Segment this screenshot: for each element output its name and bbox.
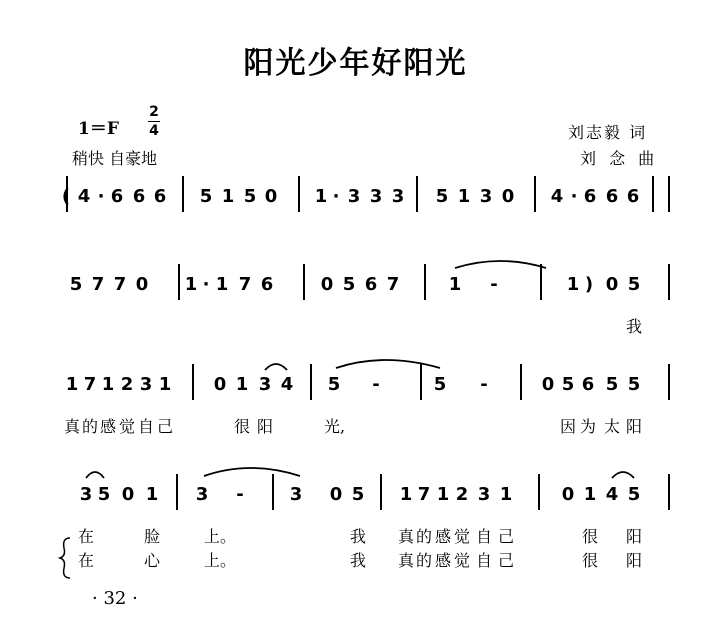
time-bottom: 4	[149, 123, 159, 139]
note: -	[236, 484, 244, 505]
note: 6	[260, 274, 274, 295]
lyric: 感	[99, 417, 116, 436]
note: 6	[583, 186, 597, 207]
note: 7	[386, 274, 400, 295]
note: -	[490, 274, 498, 295]
note: 5	[97, 484, 111, 505]
note: 6	[581, 374, 595, 395]
key-text: 1＝F	[78, 119, 119, 139]
note: 5	[351, 484, 365, 505]
lyric: 的	[415, 551, 432, 570]
note: 0	[329, 484, 343, 505]
note: 1	[101, 374, 115, 395]
note: -	[480, 374, 488, 395]
note: 3	[289, 484, 303, 505]
note: 0	[213, 374, 227, 395]
note: 0	[561, 484, 575, 505]
note: ·	[97, 186, 105, 207]
note: 1	[65, 374, 79, 395]
note: 0	[135, 274, 149, 295]
note: 3	[195, 484, 209, 505]
lyric: 己	[497, 551, 514, 570]
lyric: 上。	[204, 527, 237, 546]
lyric: 很	[581, 527, 598, 546]
lyric: 太	[603, 417, 620, 436]
tie-arc	[336, 360, 440, 368]
note: 7	[83, 374, 97, 395]
note: 2	[120, 374, 134, 395]
note: 1	[158, 374, 172, 395]
note: 3	[258, 374, 272, 395]
note: 3	[347, 186, 361, 207]
note: 7	[238, 274, 252, 295]
note: 5	[199, 186, 213, 207]
lyric: 自	[475, 551, 492, 570]
note: 7	[417, 484, 431, 505]
lyric: 的	[415, 527, 432, 546]
note: 1	[184, 274, 198, 295]
note: 5	[327, 374, 341, 395]
note: 5	[561, 374, 575, 395]
slur-arc	[612, 472, 634, 478]
lyric: 在	[77, 551, 94, 570]
tempo-marking: 稍快 自豪地	[72, 149, 158, 168]
note: 1	[145, 484, 159, 505]
note: 5	[243, 186, 257, 207]
note: 1	[221, 186, 235, 207]
note: 5	[627, 374, 641, 395]
note: 1	[399, 484, 413, 505]
note: 5	[605, 374, 619, 395]
note: 0	[320, 274, 334, 295]
note: 7	[91, 274, 105, 295]
note: ·	[202, 274, 210, 295]
lyric: 阳	[625, 417, 642, 436]
note: 6	[110, 186, 124, 207]
note: 0	[264, 186, 278, 207]
note: 6	[364, 274, 378, 295]
note: 3	[479, 186, 493, 207]
lyric: 很	[581, 551, 598, 570]
lyric: 为	[579, 417, 596, 436]
note: 1	[457, 186, 471, 207]
lyric: 上。	[204, 551, 237, 570]
slur-arc	[265, 364, 287, 370]
note: ·	[332, 186, 340, 207]
note: )	[584, 274, 594, 295]
note: 1	[566, 274, 580, 295]
note: 3	[79, 484, 93, 505]
note: 3	[477, 484, 491, 505]
note: 6	[626, 186, 640, 207]
lyric: 自	[475, 527, 492, 546]
lyricist-credit: 刘志毅 词	[568, 123, 648, 142]
note: 3	[139, 374, 153, 395]
note: 1	[235, 374, 249, 395]
lyric: 感	[434, 527, 451, 546]
note: 4	[280, 374, 294, 395]
note: 5	[627, 274, 641, 295]
note: 0	[501, 186, 515, 207]
lyric: 光,	[324, 417, 346, 436]
note: ·	[570, 186, 578, 207]
time-top: 2	[149, 104, 159, 120]
lyric: 觉	[118, 417, 135, 436]
note: 0	[121, 484, 135, 505]
lyric: 真	[397, 551, 414, 570]
note: 3	[369, 186, 383, 207]
lyric: 心	[143, 551, 160, 570]
tie-arc	[455, 261, 546, 268]
note: 4	[550, 186, 564, 207]
note: 2	[455, 484, 469, 505]
note: 5	[433, 374, 447, 395]
note: 1	[436, 484, 450, 505]
note: 3	[391, 186, 405, 207]
note: 1	[314, 186, 328, 207]
lyric: 觉	[453, 551, 470, 570]
note: 1	[499, 484, 513, 505]
note: 0	[605, 274, 619, 295]
note: 5	[69, 274, 83, 295]
note: 5	[627, 484, 641, 505]
tie-arc	[204, 468, 300, 476]
lyric: 己	[156, 417, 173, 436]
lyric: 很	[233, 417, 250, 436]
lyric: 阳	[625, 527, 642, 546]
lyric: 我	[349, 551, 366, 570]
lyric: 真	[63, 417, 80, 436]
note: 1	[448, 274, 462, 295]
note: 6	[132, 186, 146, 207]
note: 6	[605, 186, 619, 207]
note: 1	[215, 274, 229, 295]
lyric: 己	[497, 527, 514, 546]
note: 6	[153, 186, 167, 207]
note: 7	[113, 274, 127, 295]
lyric: 阳	[625, 551, 642, 570]
lyric: 觉	[453, 527, 470, 546]
slur-arc	[86, 472, 104, 478]
verse-brace	[60, 538, 70, 578]
lyric: 阳	[256, 417, 273, 436]
lyric: 因	[559, 417, 576, 436]
composer-credit: 刘 念 曲	[580, 149, 659, 168]
lyric: 我	[625, 317, 642, 336]
note: 0	[541, 374, 555, 395]
note: -	[372, 374, 380, 395]
lyric: 的	[81, 417, 98, 436]
note: 5	[435, 186, 449, 207]
lyric: 感	[434, 551, 451, 570]
song-title: 阳光少年好阳光	[243, 46, 468, 81]
note: 4	[77, 186, 91, 207]
note: 5	[342, 274, 356, 295]
lyric: 真	[397, 527, 414, 546]
lyric: 脸	[143, 527, 160, 546]
note: 4	[605, 484, 619, 505]
lyric: 我	[349, 527, 366, 546]
note: (	[61, 186, 71, 207]
page-number: · 32 ·	[92, 588, 138, 609]
lyric: 在	[77, 527, 94, 546]
lyric: 自	[137, 417, 154, 436]
note: 1	[583, 484, 597, 505]
